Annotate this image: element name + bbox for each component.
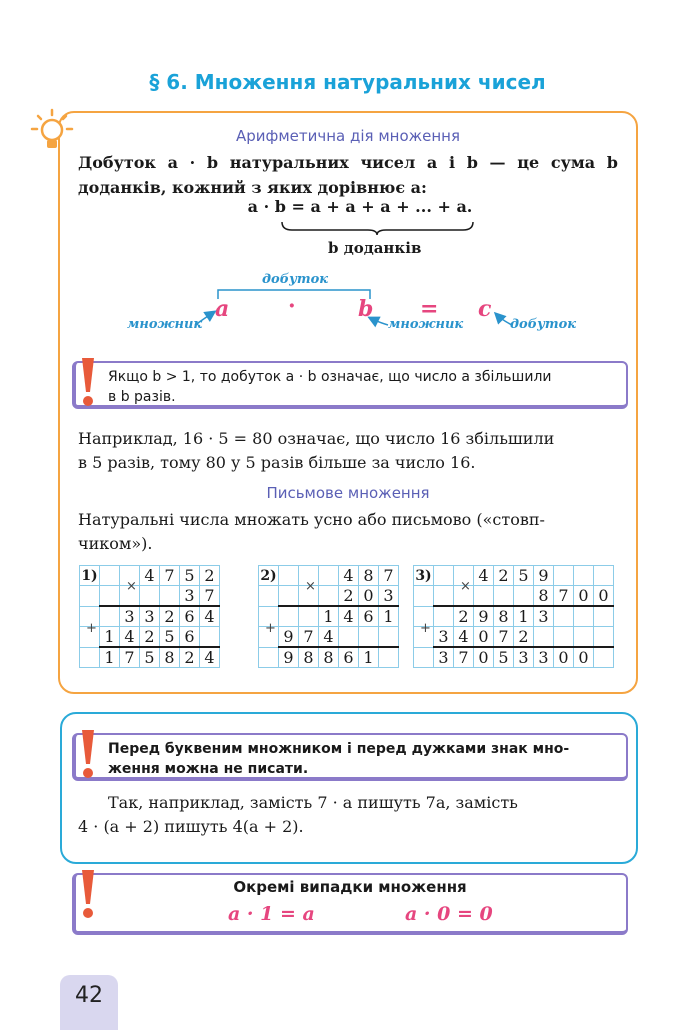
multiplication-grid-3 [413,565,614,668]
grid-cell: 2 [180,647,200,668]
grid-cell: 7 [200,586,220,607]
label-product-right: добуток [510,317,577,332]
grid-cell: 9 [279,627,299,648]
grid-row [259,647,399,668]
example-line-2: в 5 разів, тому 80 у 5 разів більше за число 16. [78,453,476,472]
page-number: 42 [60,975,118,1030]
grid-cell: 4 [454,627,474,648]
grid-cell [379,647,399,668]
grid-cell [379,627,399,648]
product-c: c [478,296,492,322]
grid-cell: 7 [554,586,574,607]
grid-cell [434,586,454,607]
grid-cell [140,586,160,607]
note-1-text [108,367,618,407]
grid-cell: 3 [534,647,554,668]
grid-cell [434,606,454,627]
grid-cell [594,627,614,648]
grid-cell: 9 [534,566,554,586]
formula-times-zero: a · 0 = 0 [405,903,493,925]
grid-cell [279,586,299,607]
grid-cell: 4 [120,627,140,648]
exclamation-icon [78,728,98,780]
grid-cell [514,586,534,607]
grid-cell: 7 [454,647,474,668]
example2-line-1: Так, наприклад, замість 7 · a пишуть 7a, замість [108,793,518,812]
grid-row [414,586,614,607]
grid-cell [100,606,120,627]
multiplication-grid-1 [79,565,220,668]
note-2-line-2: ження можна не писати. [108,761,309,777]
grid-cell: 0 [594,586,614,607]
grid-cell: 3 [379,586,399,607]
grid-row [80,586,220,607]
grid-cell: 6 [180,627,200,648]
times-sign-2: × [305,579,316,594]
times-sign-3: × [460,579,471,594]
grid-cell [554,566,574,586]
grid-cell [319,586,339,607]
grid-cell: 2 [160,606,180,627]
example2-paragraph [78,791,620,839]
grid-row [259,586,399,607]
label-product-top: добуток [262,272,329,287]
diagram-arrows [0,0,695,400]
grid-cell [574,566,594,586]
grid-cell: 9 [474,606,494,627]
grid-cell: 0 [574,647,594,668]
grid-cell: 7 [299,627,319,648]
grid-cell [494,586,514,607]
factor-b: b [358,296,374,322]
grid-cell [259,586,279,607]
grid-cell [414,647,434,668]
subtitle-written: Письмове множення [266,484,430,502]
grid-cell: 4 [200,647,220,668]
grid-cell: 5 [514,566,534,586]
grid-cell: 6 [339,647,359,668]
multiply-dot: · [288,293,296,319]
grid-cell: 5 [494,647,514,668]
example2-line-2: 4 · (a + 2) пишуть 4(a + 2). [78,817,304,836]
grid-cell [414,586,434,607]
grid-cell [574,606,594,627]
grid-row [259,627,399,648]
grid-cell: 0 [359,586,379,607]
grid-cell [279,566,299,586]
written-line-1: Натуральні числа множать усно або письмово («стовп- [78,510,545,529]
grid-cell [359,627,379,648]
grid-cell: 2) [260,567,277,584]
factor-a: a [215,296,230,322]
plus-sign-2: + [265,621,276,636]
grid-cell: 4 [339,566,359,586]
grid-cell: 3 [514,647,534,668]
grid-cell: 3 [120,606,140,627]
grid-cell [534,627,554,648]
grid-cell [594,606,614,627]
grid-cell [299,606,319,627]
grid-cell [80,647,100,668]
note-2-line-1: Перед буквеним множником і перед дужками знак мно- [108,741,570,757]
grid-cell [339,627,359,648]
grid-cell: 1 [379,606,399,627]
page-title: § 6. Множення натуральних чисел [149,70,546,94]
grid-cell: 3 [434,627,454,648]
grid-cell: 5 [160,627,180,648]
grid-row [80,627,220,648]
written-line-2: чиком»). [78,534,153,553]
grid-cell [434,566,454,586]
grid-cell: 4 [474,566,494,586]
grid-cell: 2 [494,566,514,586]
grid-cell: 2 [514,627,534,648]
grid-cell [200,627,220,648]
grid-cell: 1 [100,627,120,648]
grid-row [414,627,614,648]
formula-times-one: a · 1 = a [228,903,315,925]
definition-line-1: Добуток a · b натуральних чисел a і b — це сума b [78,153,618,172]
note-2-text [108,739,618,779]
grid-cell: 3 [534,606,554,627]
brace-label: b доданків [328,239,422,257]
grid-row [259,606,399,627]
grid-cell [594,647,614,668]
times-sign-1: × [126,579,137,594]
definition-line-2: доданків, кожний з яких дорівнює a: [78,178,427,197]
example-line-1: Наприклад, 16 · 5 = 80 означає, що число 16 збільшили [78,429,555,448]
grid-cell: 7 [494,627,514,648]
grid-cell [80,586,100,607]
subtitle-multiplication: Арифметична дія множення [235,127,461,145]
grid-cell: 4 [319,627,339,648]
example-paragraph [78,427,620,475]
plus-sign-1: + [86,621,97,636]
grid-cell: 0 [474,647,494,668]
grid-cell: 6 [180,606,200,627]
label-factor-left: множник [127,317,203,332]
grid-cell: 4 [200,606,220,627]
grid-cell: 9 [279,647,299,668]
note-1-line-2: в b разів. [108,389,176,405]
grid-row [414,606,614,627]
grid-cell [594,566,614,586]
grid-cell: 5 [140,647,160,668]
grid-cell: 3 [180,586,200,607]
grid-cell: 3 [434,647,454,668]
note-1-line-1: Якщо b > 1, то добуток a · b означає, що число a збільшили [108,369,552,385]
grid-cell: 0 [574,586,594,607]
exclamation-icon [78,356,98,408]
equals-sign: = [420,296,439,322]
grid-row [80,566,220,586]
grid-cell: 7 [379,566,399,586]
grid-cell [279,606,299,627]
grid-cell: 1 [359,647,379,668]
special-cases-title: Окремі випадки множення [233,878,467,896]
written-paragraph [78,508,620,556]
grid-cell: 3) [415,567,432,584]
grid-cell: 8 [299,647,319,668]
grid-cell: 2 [140,627,160,648]
grid-row [80,606,220,627]
grid-cell [574,627,594,648]
grid-cell [160,586,180,607]
grid-cell: 2 [339,586,359,607]
grid-cell: 4 [339,606,359,627]
grid-cell: 2 [454,606,474,627]
grid-cell: 8 [319,647,339,668]
grid-cell: 8 [160,647,180,668]
grid-cell: 8 [534,586,554,607]
grid-cell [554,627,574,648]
grid-cell: 0 [474,627,494,648]
grid-cell: 6 [359,606,379,627]
grid-cell: 0 [554,647,574,668]
grid-cell: 8 [494,606,514,627]
grid-row [414,647,614,668]
grid-cell: 1) [81,567,98,584]
grid-cell [319,566,339,586]
grid-cell [474,586,494,607]
grid-cell: 7 [160,566,180,586]
grid-row [414,566,614,586]
grid-cell: 3 [140,606,160,627]
sum-formula: a · b = a + a + a + ... + a. [247,197,473,216]
grid-cell: 4 [140,566,160,586]
grid-cell: 5 [180,566,200,586]
grid-cell: 7 [120,647,140,668]
plus-sign-3: + [420,621,431,636]
label-factor-mid: множник [388,317,464,332]
grid-cell: 1 [319,606,339,627]
grid-cell [100,566,120,586]
grid-cell: 1 [100,647,120,668]
grid-cell: 8 [359,566,379,586]
grid-cell: 2 [200,566,220,586]
grid-cell [259,647,279,668]
grid-cell: 1 [514,606,534,627]
grid-cell [554,606,574,627]
grid-row [80,647,220,668]
multiplication-grid-2 [258,565,399,668]
grid-row [259,566,399,586]
grid-cell [100,586,120,607]
